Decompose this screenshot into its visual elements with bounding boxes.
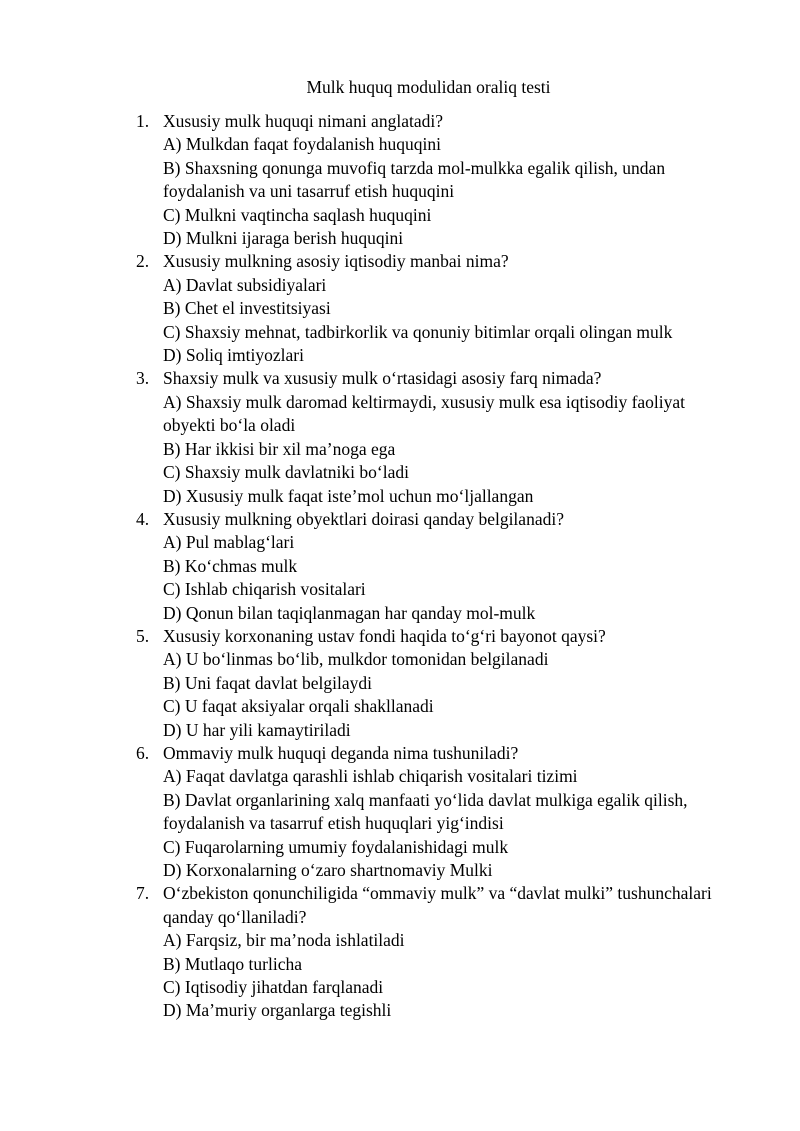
question-item [136, 625, 736, 742]
answer-option: B) Mutlaqo turlicha [163, 953, 303, 974]
answer-option: C) Shaxsiy mulk davlatniki boʻladi [163, 462, 409, 483]
option-list [163, 648, 736, 742]
answer-option: B) Chet el investitsiyasi [163, 298, 331, 319]
answer-option: D) Mulkni ijaraga berish huquqini [163, 228, 404, 249]
answer-option: D) Qonun bilan taqiqlanmagan har qanday mol-mulk [163, 602, 536, 623]
answer-option: C) Ishlab chiqarish vositalari [163, 579, 366, 600]
answer-option: D) Maʼmuriy organlarga tegishli [163, 1000, 392, 1021]
answer-option: D) Soliq imtiyozlari [163, 345, 304, 366]
question-text: Oʻzbekiston qonunchiligida “ommaviy mulk” va “davlat mulki” tushunchalari qanday qoʻllaniladi? [163, 883, 712, 927]
answer-option: A) Pul mablagʻlari [163, 532, 295, 553]
question-item [136, 250, 736, 367]
answer-option: C) U faqat aksiyalar orqali shakllanadi [163, 696, 434, 717]
answer-option: C) Fuqarolarning umumiy foydalanishidagi mulk [163, 836, 509, 857]
question-text: Xususiy korxonaning ustav fondi haqida toʻgʻri bayonot qaysi? [163, 625, 606, 646]
answer-option: B) Davlat organlarining xalq manfaati yoʻlida davlat mulkiga egalik qilish, foydalanish va tasarruf etish huquqlari yigʻindisi [163, 789, 688, 834]
answer-option: A) Mulkdan faqat foydalanish huquqini [163, 134, 442, 155]
question-item [136, 742, 736, 882]
question-number: 5. [136, 625, 150, 646]
answer-option: A) Farqsiz, bir maʼnoda ishlatiladi [163, 930, 405, 951]
option-list [163, 929, 736, 1023]
question-item [136, 508, 736, 625]
answer-option: D) Xususiy mulk faqat isteʼmol uchun moʻljallangan [163, 485, 534, 506]
question-item [136, 110, 736, 250]
question-text: Xususiy mulk huquqi nimani anglatadi? [163, 111, 443, 131]
answer-option: A) Davlat subsidiyalari [163, 274, 327, 295]
option-list [163, 391, 736, 508]
answer-option: C) Shaxsiy mehnat, tadbirkorlik va qonuniy bitimlar orqali olingan mulk [163, 321, 673, 342]
answer-option: A) U boʻlinmas boʻlib, mulkdor tomonidan belgilanadi [163, 649, 549, 670]
answer-option: A) Shaxsiy mulk daromad keltirmaydi, xususiy mulk esa iqtisodiy faoliyat obyekti boʻla oladi [163, 391, 686, 436]
option-list [163, 133, 736, 250]
question-text: Shaxsiy mulk va xususiy mulk oʻrtasidagi asosiy farq nimada? [163, 368, 602, 389]
answer-option: A) Faqat davlatga qarashli ishlab chiqarish vositalari tizimi [163, 766, 578, 787]
question-number: 4. [136, 508, 150, 529]
question-number: 3. [136, 368, 150, 389]
question-number: 6. [136, 742, 150, 763]
answer-option: D) U har yili kamaytiriladi [163, 719, 351, 740]
question-item [136, 367, 736, 507]
answer-option: B) Har ikkisi bir xil maʼnoga ega [163, 438, 396, 459]
answer-option: C) Mulkni vaqtincha saqlash huquqini [163, 204, 432, 225]
answer-option: D) Korxonalarning oʻzaro shartnomaviy Mulki [163, 860, 493, 880]
question-text: Xususiy mulkning asosiy iqtisodiy manbai nima? [163, 251, 509, 272]
question-text: Ommaviy mulk huquqi deganda nima tushuniladi? [163, 742, 519, 763]
answer-option: C) Iqtisodiy jihatdan farqlanadi [163, 977, 384, 998]
question-number: 1. [136, 111, 150, 131]
answer-option: B) Shaxsning qonunga muvofiq tarzda mol-mulkka egalik qilish, undan foydalanish va uni tasarruf etish huquqini [163, 157, 666, 202]
option-list [163, 765, 736, 882]
option-list [163, 531, 736, 625]
answer-option: B) Koʻchmas mulk [163, 555, 298, 576]
question-list [136, 110, 736, 1023]
question-item [136, 882, 736, 1022]
question-number: 7. [136, 883, 150, 904]
answer-option: B) Uni faqat davlat belgilaydi [163, 672, 372, 693]
document-title: Mulk huquq modulidan oraliq testi [306, 77, 551, 97]
option-list [163, 274, 736, 368]
question-text: Xususiy mulkning obyektlari doirasi qanday belgilanadi? [163, 508, 564, 529]
question-number: 2. [136, 251, 150, 272]
